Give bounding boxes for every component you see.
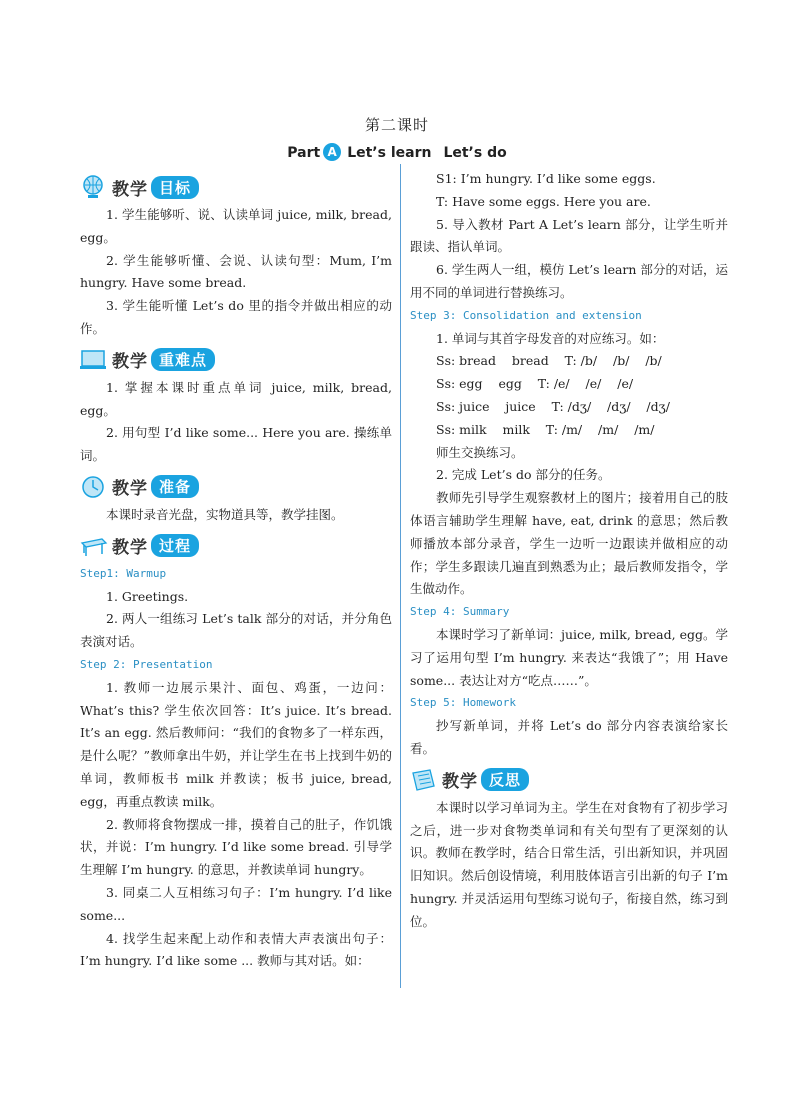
subtitle-part: Part bbox=[287, 145, 321, 161]
section-prep-header bbox=[80, 472, 392, 502]
phonics-row-3: Ss: juice juice T: /dʒ/ /dʒ/ /dʒ/ bbox=[436, 398, 670, 414]
keypoint-2: 2. 用句型 I’d like some... Here you are. 操练单词。 bbox=[80, 425, 392, 464]
section-objectives-prefix: 教学 bbox=[112, 179, 148, 200]
step-4-heading: Step 4: Summary bbox=[410, 605, 510, 619]
presentation-3: 3. 同桌二人互相练习句子：I’m hungry. I’d like some... bbox=[80, 884, 392, 923]
section-keypoints-header bbox=[80, 345, 392, 375]
consolidation-2: 2. 完成 Let’s do 部分的任务。 bbox=[436, 467, 611, 483]
left-column bbox=[80, 168, 392, 973]
summary-text: 本课时学习了新单词：juice, milk, bread, egg。学习了运用句型 I’m hungry. 来表达“我饿了”；用 Have some... 表达让对方“吃点……”。 bbox=[410, 626, 728, 688]
part-letter-badge: A bbox=[323, 143, 341, 161]
monitor-icon bbox=[80, 347, 108, 373]
section-objectives-highlight: 目标 bbox=[151, 176, 199, 199]
section-keypoints-prefix: 教学 bbox=[112, 352, 148, 373]
clock-icon bbox=[80, 474, 108, 500]
presentation-4: 4. 找学生起来配上动作和表情大声表演出句子：I’m hungry. I’d like some ... 教师与其对话。如： bbox=[80, 930, 392, 969]
lesson-title: 第二课时 bbox=[364, 116, 429, 134]
objective-3: 3. 学生能听懂 Let’s do 里的指令并做出相应的动作。 bbox=[80, 298, 392, 336]
keypoint-1: 1. 掌握本课时重点单词 juice, milk, bread, egg。 bbox=[80, 379, 392, 418]
warmup-2: 2. 两人一组练习 Let’s talk 部分的对话，并分角色表演对话。 bbox=[80, 611, 392, 650]
presentation-6: 6. 学生两人一组，模仿 Let’s learn 部分的对话，运用不同的单词进行替换练习。 bbox=[410, 262, 728, 300]
section-reflection-highlight: 反思 bbox=[481, 768, 529, 791]
warmup-1: 1. Greetings. bbox=[106, 588, 189, 604]
objective-2: 2. 学生能够听懂、会说、认读句型：Mum, I’m hungry. Have some bread. bbox=[80, 252, 392, 291]
section-process-highlight: 过程 bbox=[151, 534, 199, 557]
reflection-text: 本课时以学习单词为主。学生在对食物有了初步学习之后，进一步对食物类单词和有关句型有了更深刻的认识。教师在教学时，结合日常生活，引出新知识，并巩固旧知识。然后创设情境，利用肢体语言引出新的句子 I’m hungry. 并灵活运用句型练习说句子，衔接自然，练习到位。 bbox=[410, 799, 728, 929]
subtitle-do: Let’s do bbox=[443, 145, 507, 161]
objective-1: 1. 学生能够听、说、认读单词 juice, milk, bread, egg。 bbox=[80, 207, 392, 245]
step-5-heading: Step 5: Homework bbox=[410, 696, 516, 710]
phonics-row-4: Ss: milk milk T: /m/ /m/ /m/ bbox=[436, 421, 655, 437]
step-3-heading: Step 3: Consolidation and extension bbox=[410, 308, 642, 322]
section-process-prefix: 教学 bbox=[112, 538, 148, 559]
homework-text: 抄写新单词，并将 Let’s do 部分内容表演给家长看。 bbox=[410, 718, 728, 756]
presentation-1: 1. 教师一边展示果汁、面包、鸡蛋，一边问：What’s this? 学生依次回答：It’s juice. It’s bread. It’s an egg. 然后教师问：“我们的食物多了一样东西，是什么呢？”教师拿出牛奶，并让学生在书上找到牛奶的单词，教师板书 milk 并教读；板书 juice, bread, egg，再重点教读 milk。 bbox=[80, 679, 392, 809]
section-reflection-prefix: 教学 bbox=[442, 772, 478, 793]
swap-practice: 师生交换练习。 bbox=[436, 444, 524, 460]
step-1-heading: Step1: Warmup bbox=[80, 566, 167, 580]
step-2-heading: Step 2: Presentation bbox=[80, 657, 213, 671]
dialogue-line-2: T: Have some eggs. Here you are. bbox=[436, 193, 651, 209]
section-prep-highlight: 准备 bbox=[151, 475, 199, 498]
globe-icon bbox=[80, 174, 108, 200]
presentation-5: 5. 导入教材 Part A Let’s learn 部分，让学生听并跟读、指认单词。 bbox=[410, 216, 728, 255]
section-keypoints-highlight: 重难点 bbox=[151, 348, 215, 371]
desk-icon bbox=[80, 533, 108, 559]
consolidation-1: 1. 单词与其首字母发音的对应练习。如： bbox=[436, 330, 665, 346]
subtitle-learn: Let’s learn bbox=[347, 145, 432, 161]
lesson-subtitle bbox=[0, 143, 794, 161]
prep-text: 本课时录音光盘，实物道具等，教学挂图。 bbox=[106, 506, 344, 522]
right-column bbox=[410, 168, 728, 934]
phonics-row-1: Ss: bread bread T: /b/ /b/ /b/ bbox=[436, 353, 662, 369]
dialogue-line-1: S1: I’m hungry. I’d like some eggs. bbox=[436, 171, 656, 186]
notebook-icon bbox=[410, 767, 438, 793]
section-process-header bbox=[80, 531, 392, 561]
presentation-2: 2. 教师将食物摆成一排，摸着自己的肚子，作饥饿状，并说：I’m hungry. I’d like some bread. 引导学生理解 I’m hungry. 的意思，并教读单词 hungry。 bbox=[80, 816, 392, 878]
consolidation-3: 教师先引导学生观察教材上的图片；接着用自己的肢体语言辅助学生理解 have, eat, drink 的意思；然后教师播放本部分录音，学生一边听一边跟读并做相应的动作；学生多跟读几遍直到熟悉为止；最后教师发指令，学生做动作。 bbox=[410, 490, 728, 597]
section-reflection-header bbox=[410, 765, 728, 795]
section-prep-prefix: 教学 bbox=[112, 479, 148, 500]
column-divider bbox=[400, 164, 401, 988]
section-objectives-header bbox=[80, 172, 392, 202]
phonics-row-2: Ss: egg egg T: /e/ /e/ /e/ bbox=[436, 376, 634, 392]
